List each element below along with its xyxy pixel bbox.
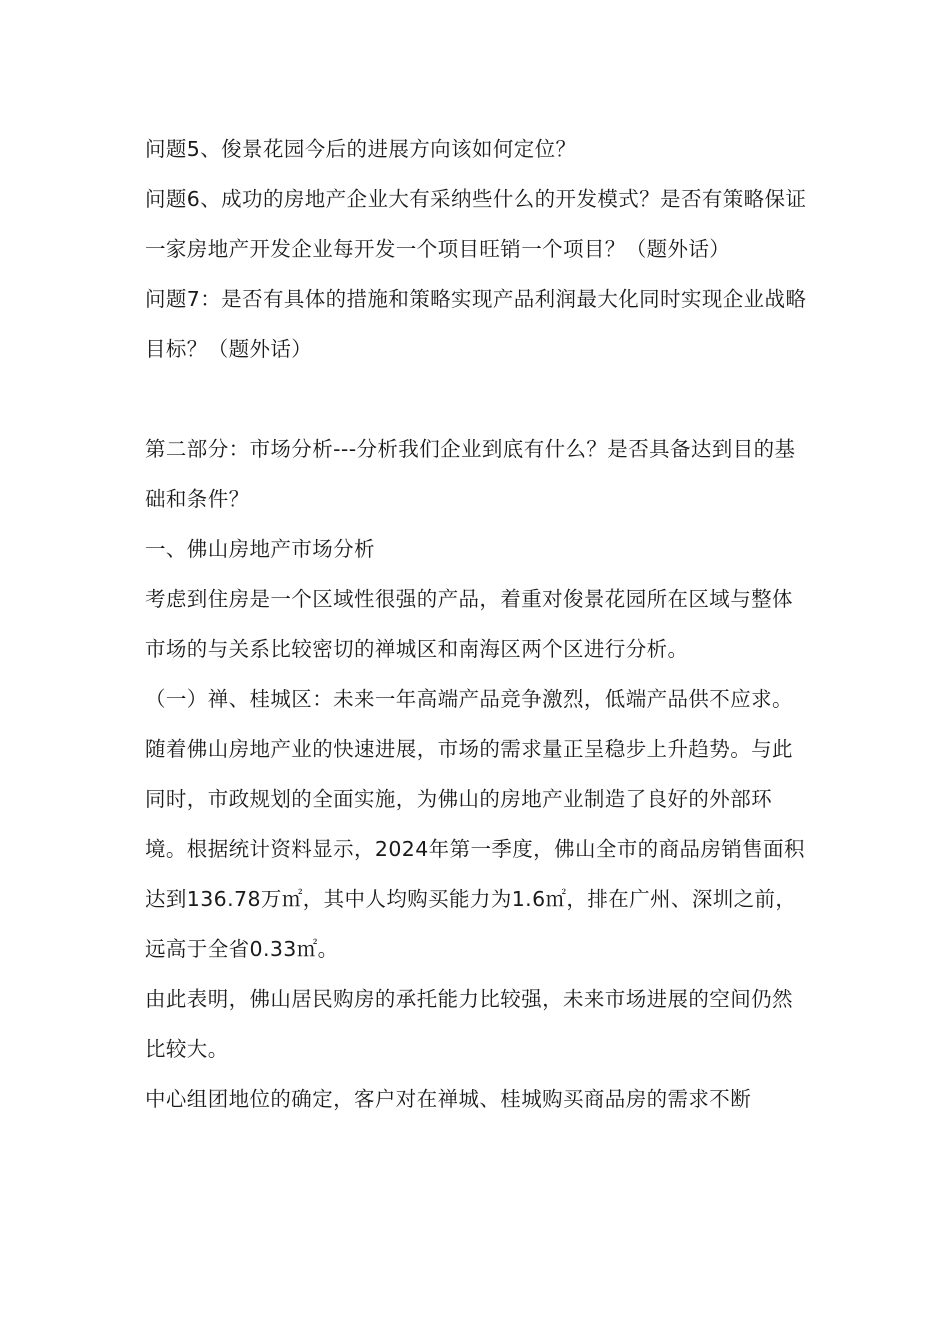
section-heading-part-two: 第二部分：市场分析---分析我们企业到底有什么？是否具备达到目的基础和条件？: [145, 437, 796, 511]
document-body: [145, 124, 809, 1124]
paragraph-market-growth: 随着佛山房地产业的快速进展，市场的需求量正呈稳步上升趋势。与此同时，市政规划的全面实施，为佛山的房地产业制造了良好的外部环境。根据统计资料显示，2024年第一季度，佛山全市的商品房销售面积达到136.78万㎡，其中人均购买能力为1.6㎡，排在广州、深圳之前，远高于全省0.33㎡。: [145, 737, 805, 961]
subheading-chancheng-guicheng: （一）禅、桂城区：未来一年高端产品竞争激烈，低端产品供不应求。: [145, 687, 793, 711]
paragraph-spacer: [145, 374, 809, 424]
subsection-heading-foshan-market: 一、佛山房地产市场分析: [145, 537, 375, 561]
paragraph-question-7: 问题7：是否有具体的措施和策略实现产品利润最大化同时实现企业战略目标？（题外话）: [145, 287, 807, 361]
paragraph-question-5: 问题5、俊景花园今后的进展方向该如何定位？: [145, 137, 577, 161]
paragraph-center-group: 中心组团地位的确定，客户对在禅城、桂城购买商品房的需求不断: [145, 1087, 752, 1111]
paragraph-intro: 考虑到住房是一个区域性很强的产品，着重对俊景花园所在区域与整体市场的与关系比较密切的禅城区和南海区两个区进行分析。: [145, 587, 793, 661]
paragraph-question-6: 问题6、成功的房地产企业大有采纳些什么的开发模式？是否有策略保证一家房地产开发企业每开发一个项目旺销一个项目？（题外话）: [145, 187, 807, 261]
paragraph-conclusion: 由此表明，佛山居民购房的承托能力比较强，未来市场进展的空间仍然比较大。: [145, 987, 793, 1061]
